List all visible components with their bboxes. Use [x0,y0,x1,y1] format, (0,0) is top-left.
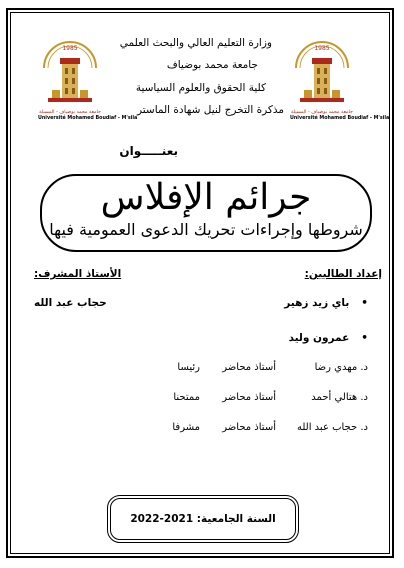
bullet-icon: • [361,332,368,344]
memo-line: مذكرة التخرج لنيل شهادة الماستر [136,104,284,116]
student-name: باي زيد زهير [284,297,350,309]
title-label: بعنـــــوان [119,144,178,158]
university-line: جامعة محمد بوضياف [166,59,258,71]
university-tower-icon [38,38,102,110]
bullet-icon: • [361,297,368,309]
students-label: إعداد الطالبين: [304,268,382,280]
jury-rank: أستاذ محاضر [222,362,276,373]
student-2 [289,332,368,344]
logo-caption-arabic: جامعة محمد بوضياف - المسيلة [291,110,353,115]
jury-row [0,422,404,438]
student-1 [284,297,368,309]
svg-text:1985: 1985 [62,45,78,52]
svg-text:1985: 1985 [314,45,330,52]
logo-caption-latin: Université Mohamed Boudiaf - M'sila [38,116,138,121]
jury-row [0,392,404,408]
ministry-line: وزارة التعليم العالي والبحث العلمي [119,37,272,49]
jury-rank: أستاذ محاضر [222,392,276,403]
jury-role: مشرفا [172,422,200,433]
university-tower-icon [290,38,354,110]
jury-role: رئيسا [177,362,200,373]
university-logo-right [290,38,390,122]
main-title: جرائم الإفلاس [100,177,312,218]
jury-role: ممتحنا [173,392,200,403]
jury-name: د. مهدي رضا [314,362,368,373]
supervisor-label: الأستاذ المشرف: [34,268,122,280]
university-logo-left [38,38,138,122]
title-box [40,174,372,252]
supervisor-name: حجاب عبد الله [34,297,107,309]
academic-year: السنة الجامعية: 2021-2022 [110,498,296,540]
jury-name: د. هتالي أحمد [311,392,368,403]
jury-rank: أستاذ محاضر [222,422,276,433]
jury-row [0,362,404,378]
jury-name: د. حجاب عبد الله [297,422,368,433]
student-name: عمرون وليد [288,332,350,344]
logo-caption-arabic: جامعة محمد بوضياف - المسيلة [39,110,101,115]
logo-caption-latin: Université Mohamed Boudiaf - M'sila [290,116,390,121]
faculty-line: كلية الحقوق والعلوم السياسية [135,82,266,94]
subtitle: شروطها وإجراءات تحريك الدعوى العمومية فيها [49,220,363,239]
